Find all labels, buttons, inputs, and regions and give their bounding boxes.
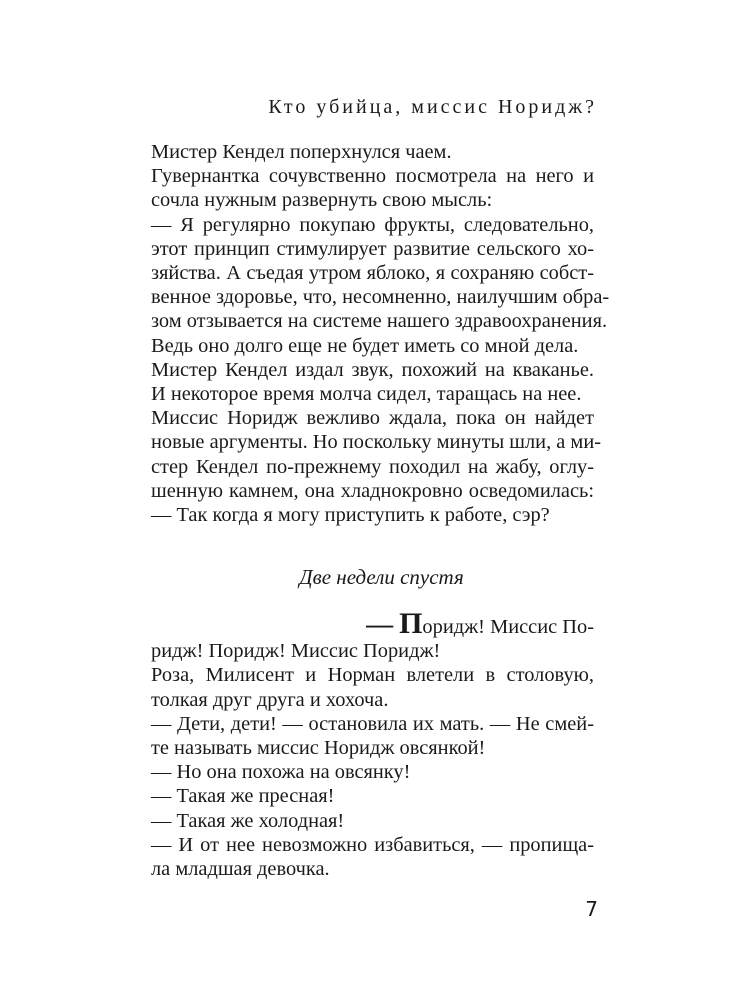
- text-line: — Такая же холодная!: [151, 809, 345, 832]
- text-line: те называть миссис Норидж овсянкой!: [151, 737, 486, 760]
- text-line: зяйства. А съедая утром яблоко, я сохраняю собст-: [151, 262, 594, 285]
- text-line: — И от нее невозможно избавиться, — пропища-: [151, 833, 594, 856]
- text-line: сочла нужным развернуть свою мысль:: [151, 189, 493, 212]
- text-line: толкая друг друга и хохоча.: [151, 688, 389, 711]
- section-title: Две недели спустя: [299, 565, 464, 589]
- text-line: И некоторое время молча сидел, таращась на нее.: [151, 383, 582, 406]
- text-line: ла младшая девочка.: [151, 858, 330, 881]
- text-block-top: [151, 140, 610, 527]
- text-line: этот принцип стимулирует развитие сельского хо-: [151, 237, 594, 260]
- text-line: шенную камнем, она хладнокровно осведомилась:: [151, 479, 594, 502]
- running-header: Кто убийца, миссис Норидж?: [268, 96, 597, 118]
- dropcap-letter: П: [399, 607, 423, 640]
- text-line: — Так когда я могу приступить к работе, сэр?: [151, 504, 550, 527]
- text-line: — Я регулярно покупаю фрукты, следовательно,: [151, 213, 594, 236]
- text-line: Миссис Норидж вежливо ждала, пока он найдет: [151, 407, 594, 430]
- text-line: венное здоровье, что, несомненно, наилучшим обра-: [151, 286, 610, 309]
- dropcap-dash: —: [366, 609, 394, 639]
- text-line: зом отзывается на системе нашего здравоохранения.: [151, 310, 608, 333]
- text-line: — Такая же пресная!: [151, 785, 335, 808]
- text-line: Мистер Кендел поперхнулся чаем.: [151, 141, 452, 163]
- dropcap-line: [151, 607, 594, 640]
- text-line: — Дети, дети! — остановила их мать. — Не смей-: [151, 712, 594, 735]
- text-line: ридж! Поридж! Миссис Поридж!: [151, 640, 441, 663]
- text-line: Мистер Кендел издал звук, похожий на кваканье.: [151, 358, 594, 381]
- first-line-rest: оридж! Миссис По-: [422, 616, 594, 638]
- text-line: Гувернантка сочувственно посмотрела на него и: [151, 165, 594, 188]
- text-line: Роза, Милисент и Норман влетели в столовую,: [151, 664, 594, 687]
- page-number: 7: [585, 897, 598, 921]
- text-line: новые аргументы. Но поскольку минуты шли, а ми-: [151, 431, 602, 454]
- text-line: — Но она похожа на овсянку!: [151, 761, 411, 784]
- text-line: стер Кендел по-прежнему походил на жабу, оглу-: [151, 455, 594, 478]
- text-line: Ведь оно долго еще не будет иметь со мной дела.: [151, 334, 579, 357]
- text-block-bottom: [151, 607, 594, 881]
